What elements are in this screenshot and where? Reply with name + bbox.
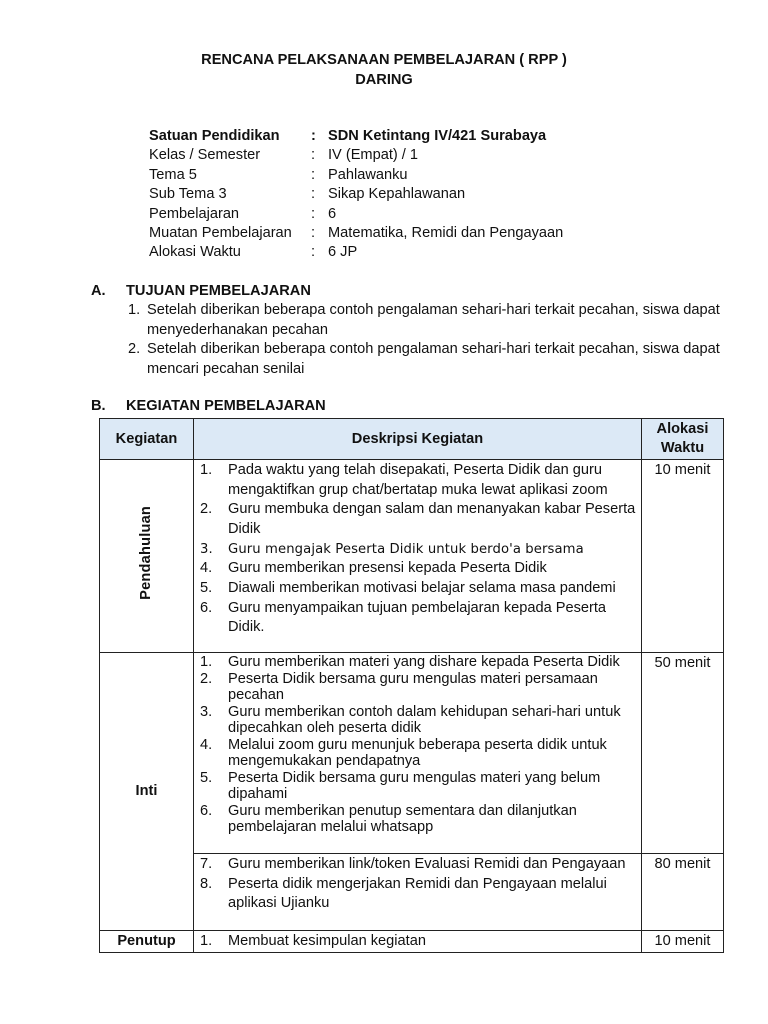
section-letter: A. <box>91 283 106 299</box>
identity-colon: : <box>311 186 316 203</box>
step-number: 1. <box>200 462 213 478</box>
list-item <box>200 855 637 875</box>
phase-label: Penutup <box>117 932 176 949</box>
identity-row <box>149 243 563 262</box>
identity-colon: : <box>311 244 316 261</box>
description-cell <box>194 460 642 653</box>
identity-value: 6 JP <box>328 244 358 261</box>
identity-label: Alokasi Waktu <box>149 244 241 261</box>
goal-number: 1. <box>128 302 141 318</box>
list-item <box>200 500 637 539</box>
step-text: Guru memberikan contoh dalam kehidupan sehari-hari untuk dipecahkan oleh peserta didik <box>228 703 621 736</box>
step-text: Guru memberikan penutup sementara dan dilanjutkan pembelajaran melalui whatsapp <box>228 802 577 835</box>
step-number: 3. <box>200 703 213 720</box>
phase-cell-pendahuluan <box>100 460 194 653</box>
section-title: TUJUAN PEMBELAJARAN <box>126 283 311 299</box>
list-item <box>200 875 637 914</box>
step-number: 6. <box>200 802 213 819</box>
header-deskripsi: Deskripsi Kegiatan <box>194 419 642 460</box>
section-a-heading <box>91 282 311 302</box>
list-item <box>200 599 637 638</box>
step-text: Guru memberikan link/token Evaluasi Remidi dan Pengayaan <box>228 856 626 872</box>
header-alokasi: Alokasi Waktu <box>642 419 724 460</box>
identity-row <box>149 127 563 146</box>
goal-number: 2. <box>128 341 141 357</box>
table-header-row <box>100 419 724 460</box>
identity-row <box>149 146 563 165</box>
identity-colon: : <box>311 205 316 222</box>
identity-row <box>149 185 563 204</box>
identity-block <box>149 127 563 263</box>
step-number: 4. <box>200 560 213 577</box>
step-text: Peserta didik mengerjakan Remidi dan Pengayaan melalui aplikasi Ujianku <box>228 875 607 912</box>
phase-label: Inti <box>135 782 158 799</box>
steps-list <box>194 931 641 952</box>
steps-list <box>194 653 641 835</box>
step-text: Peserta Didik bersama guru mengulas materi persamaan pecahan <box>228 670 598 703</box>
step-text: Peserta Didik bersama guru mengulas materi yang belum dipahami <box>228 769 601 802</box>
step-number: 7. <box>200 856 213 872</box>
step-text: Guru membuka dengan salam dan menanyakan kabar Peserta Didik <box>228 501 636 537</box>
step-number: 4. <box>200 736 213 753</box>
goal-text: Setelah diberikan beberapa contoh pengalaman sehari-hari terkait pecahan, siswa dapat mencari pecahan senilai <box>147 341 720 377</box>
goal-text: Setelah diberikan beberapa contoh pengalaman sehari-hari terkait pecahan, siswa dapat menyederhanakan pecahan <box>147 302 720 338</box>
step-text: Guru menyampaikan tujuan pembelajaran kepada Peserta Didik. <box>228 599 607 636</box>
step-number: 5. <box>200 580 213 597</box>
step-text: Guru memberikan materi yang dishare kepada Peserta Didik <box>228 654 620 670</box>
list-item <box>200 540 637 560</box>
identity-label: Sub Tema 3 <box>149 186 227 203</box>
list-item <box>200 671 637 703</box>
table-row <box>100 854 724 931</box>
phase-cell-penutup <box>100 931 194 953</box>
identity-value: Pahlawanku <box>328 166 408 183</box>
identity-colon: : <box>311 166 316 183</box>
phase-cell-inti <box>100 653 194 931</box>
step-number: 6. <box>200 599 213 616</box>
learning-goals-list <box>128 301 728 379</box>
list-item <box>200 461 637 500</box>
list-item <box>200 654 637 670</box>
step-number: 2. <box>200 501 213 518</box>
step-text: Guru mengajak Peserta Didik untuk berdo'a bersama <box>228 541 584 557</box>
section-title: KEGIATAN PEMBELAJARAN <box>126 398 326 414</box>
step-text: Guru memberikan presensi kepada Peserta Didik <box>228 560 547 577</box>
step-text: Melalui zoom guru menunjuk beberapa peserta didik untuk mengemukakan pendapatnya <box>228 736 607 769</box>
table-row <box>100 460 724 653</box>
activities-table <box>99 418 724 953</box>
identity-label: Kelas / Semester <box>149 147 261 164</box>
time-cell: 10 menit <box>642 460 724 653</box>
identity-colon: : <box>311 127 316 144</box>
list-item <box>200 579 637 599</box>
step-number: 5. <box>200 769 213 786</box>
time-cell: 80 menit <box>642 854 724 931</box>
identity-value: Sikap Kepahlawanan <box>328 186 466 203</box>
section-b-heading <box>91 397 326 417</box>
step-number: 8. <box>200 875 213 892</box>
list-item <box>200 803 637 835</box>
identity-value: Matematika, Remidi dan Pengayaan <box>328 224 564 241</box>
time-cell: 10 menit <box>642 931 724 953</box>
identity-value: 6 <box>328 205 337 222</box>
description-cell <box>194 931 642 953</box>
identity-row <box>149 224 563 243</box>
list-item <box>200 932 637 952</box>
identity-colon: : <box>311 147 316 164</box>
description-cell <box>194 653 642 854</box>
title-line-2: DARING <box>355 72 413 88</box>
step-text: Membuat kesimpulan kegiatan <box>228 933 426 949</box>
phase-label: Pendahuluan <box>137 505 154 600</box>
identity-value: SDN Ketintang IV/421 Surabaya <box>328 127 547 144</box>
header-kegiatan: Kegiatan <box>100 419 194 460</box>
list-item <box>200 559 637 579</box>
identity-value: IV (Empat) / 1 <box>328 147 419 164</box>
title-line-1: RENCANA PELAKSANAAN PEMBELAJARAN ( RPP ) <box>201 52 567 68</box>
identity-row <box>149 166 563 185</box>
list-item <box>200 770 637 802</box>
table-row <box>100 931 724 953</box>
step-number: 2. <box>200 670 213 687</box>
steps-list <box>194 460 641 638</box>
time-cell: 50 menit <box>642 653 724 854</box>
section-letter: B. <box>91 398 106 414</box>
step-text: Pada waktu yang telah disepakati, Peserta Didik dan guru mengaktifkan grup chat/bertatap muka lewat aplikasi zoom <box>228 462 608 498</box>
list-item <box>128 340 728 379</box>
step-number: 1. <box>200 933 213 949</box>
page-title <box>0 50 768 90</box>
step-number: 3. <box>200 541 213 557</box>
table-row <box>100 653 724 854</box>
identity-label: Muatan Pembelajaran <box>149 224 292 241</box>
steps-list <box>194 854 641 914</box>
identity-colon: : <box>311 224 316 241</box>
identity-label: Satuan Pendidikan <box>149 127 280 144</box>
identity-label: Tema 5 <box>149 166 197 183</box>
list-item <box>200 737 637 769</box>
description-cell <box>194 854 642 931</box>
identity-row <box>149 205 563 224</box>
list-item <box>200 704 637 736</box>
list-item <box>128 301 728 340</box>
step-text: Diawali memberikan motivasi belajar selama masa pandemi <box>228 580 616 597</box>
step-number: 1. <box>200 654 213 670</box>
identity-label: Pembelajaran <box>149 205 240 222</box>
